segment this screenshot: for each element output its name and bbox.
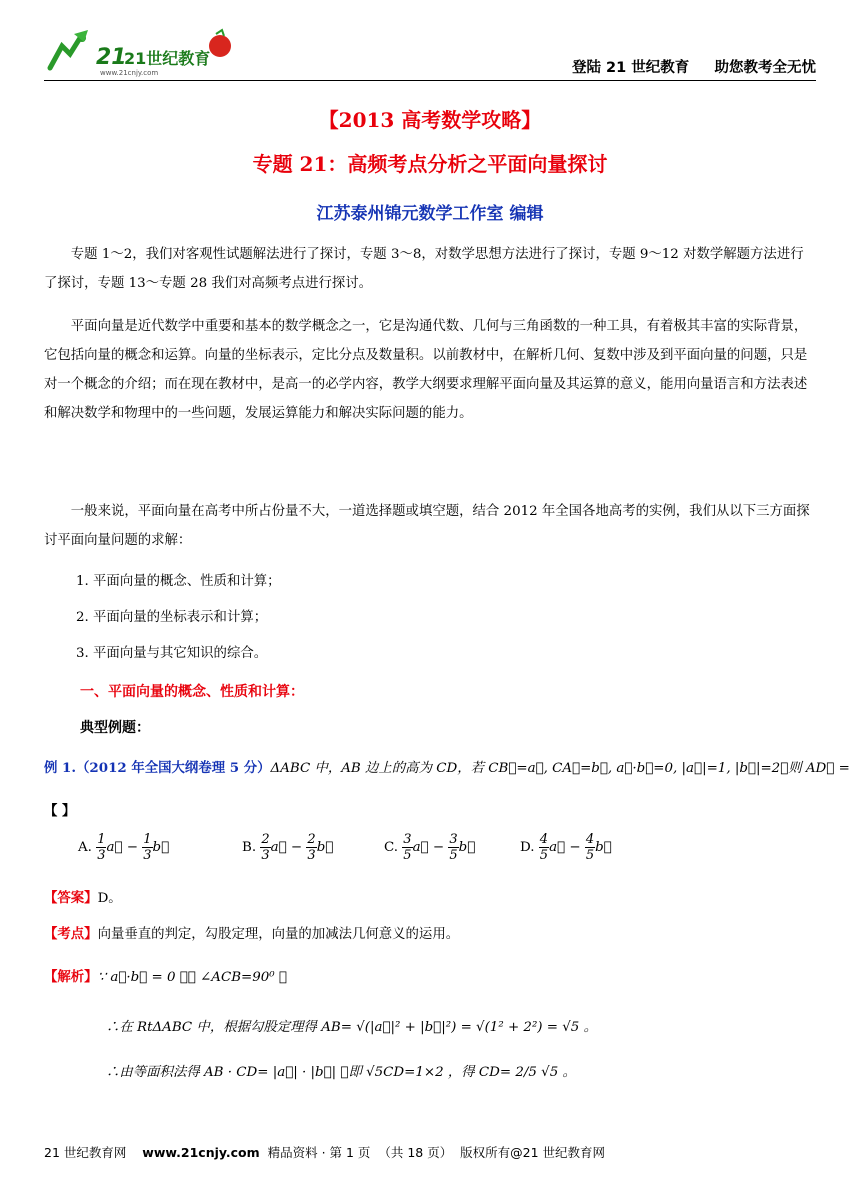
svg-text:www.21cnjy.com: www.21cnjy.com bbox=[100, 69, 159, 77]
page-footer bbox=[44, 1143, 605, 1161]
logo-graphic bbox=[44, 28, 244, 78]
option-a: A. $\frac{1}{3}$ a⃗ − $\frac{1}{3}$ b⃗ bbox=[78, 832, 170, 863]
analysis-tag: 【解析】 bbox=[44, 969, 98, 985]
analysis-step-2: ∴在 RtΔABC 中，根据勾股定理得 AB= √(|a⃗|² + |b⃗|²) = √(1² + 2²) = √5 。 bbox=[106, 1020, 597, 1035]
option-d: D. $\frac{4}{5}$ a⃗ − $\frac{4}{5}$ b⃗ bbox=[520, 832, 612, 863]
scope-paragraph: 一般来说，平面向量在高考中所占份量不大，一道选择题或填空题，结合 2012 年全国各地高考的实例，我们从以下三方面探讨平面向量问题的求解： bbox=[44, 504, 810, 548]
header-divider bbox=[44, 80, 816, 81]
doc-subtitle: 专题 21：高频考点分析之平面向量探讨 bbox=[252, 152, 608, 176]
svg-text:21世纪教育: 21世纪教育 bbox=[124, 49, 211, 68]
point-line bbox=[44, 923, 459, 942]
svg-text:21: 21 bbox=[96, 45, 127, 70]
footer-info: 精品资料 · 第 1 页 （共 18 页） 版权所有@21 世纪教育网 bbox=[267, 1145, 606, 1160]
logo bbox=[44, 28, 244, 78]
intro-paragraph: 专题 1～2，我们对客观性试题解法进行了探讨，专题 3～8，对数学思想方法进行了探讨，专题 9～12 对数学解题方法进行了探讨，专题 13～专题 28 我们对高频考点进行探讨。 bbox=[44, 247, 804, 291]
point-text: 向量垂直的判定，勾股定理，向量的加减法几何意义的运用。 bbox=[97, 927, 460, 942]
answer-bracket: 【 】 bbox=[44, 803, 76, 819]
point-tag: 【考点】 bbox=[44, 926, 98, 942]
list-item: 2. 平面向量的坐标表示和计算； bbox=[76, 610, 268, 625]
doc-editor: 江苏泰州锦元数学工作室 编辑 bbox=[316, 204, 544, 224]
example-source: （2012 年全国大纲卷理 5 分） bbox=[76, 760, 271, 776]
list-item: 3. 平面向量与其它知识的综合。 bbox=[76, 646, 268, 661]
example-stem bbox=[44, 757, 850, 776]
example-question: ΔABC 中，AB 边上的高为 CD，若 CB⃗=a⃗, CA⃗=b⃗, a⃗·b⃗=0, |a⃗|=1, |b⃗|=2，则 AD⃗ = bbox=[270, 761, 850, 776]
section-heading: 一、平面向量的概念、性质和计算： bbox=[80, 684, 304, 700]
option-b: B. $\frac{2}{3}$ a⃗ − $\frac{2}{3}$ b⃗ bbox=[242, 832, 334, 863]
analysis-step-3: ∴由等面积法得 AB · CD= |a⃗| · |b⃗| ，即 √5CD=1×2 ，得 CD= 2/5 √5 。 bbox=[106, 1065, 576, 1080]
footer-site: 21 世纪教育网 bbox=[44, 1145, 127, 1160]
footer-url[interactable]: www.21cnjy.com bbox=[142, 1145, 260, 1160]
answer-value: D。 bbox=[97, 891, 122, 906]
vector-paragraph: 平面向量是近代数学中重要和基本的数学概念之一，它是沟通代数、几何与三角函数的一种工具，有着极其丰富的实际背景，它包括向量的概念和运算。向量的坐标表示，定比分点及数量积。以前教材中，在解析几何、复数中涉及到平面向量的问题，只是对一个概念的介绍；而在现在教材中，是高一的必学内容，教学大纲要求理解平面向量及其运算的意义，能用向量语言和方法表述和解决数学和物理中的一些问题，发展运算能力和解决实际问题的能力。 bbox=[44, 319, 808, 421]
example-label: 例 1. bbox=[44, 760, 77, 776]
analysis-step-1: ∵ a⃗·b⃗ = 0 ，∴ ∠ACB=90⁰ ， bbox=[97, 970, 287, 985]
answer-line bbox=[44, 887, 122, 906]
option-c: C. $\frac{3}{5}$ a⃗ − $\frac{3}{5}$ b⃗ bbox=[384, 832, 476, 863]
header-slogan: 登陆 21 世纪教育 助您教考全无忧 bbox=[571, 60, 816, 76]
analysis-line bbox=[44, 966, 287, 985]
typical-heading: 典型例题： bbox=[80, 720, 150, 736]
doc-title: 【2013 高考数学攻略】 bbox=[318, 108, 542, 132]
answer-tag: 【答案】 bbox=[44, 890, 98, 906]
list-item: 1. 平面向量的概念、性质和计算； bbox=[76, 574, 281, 589]
